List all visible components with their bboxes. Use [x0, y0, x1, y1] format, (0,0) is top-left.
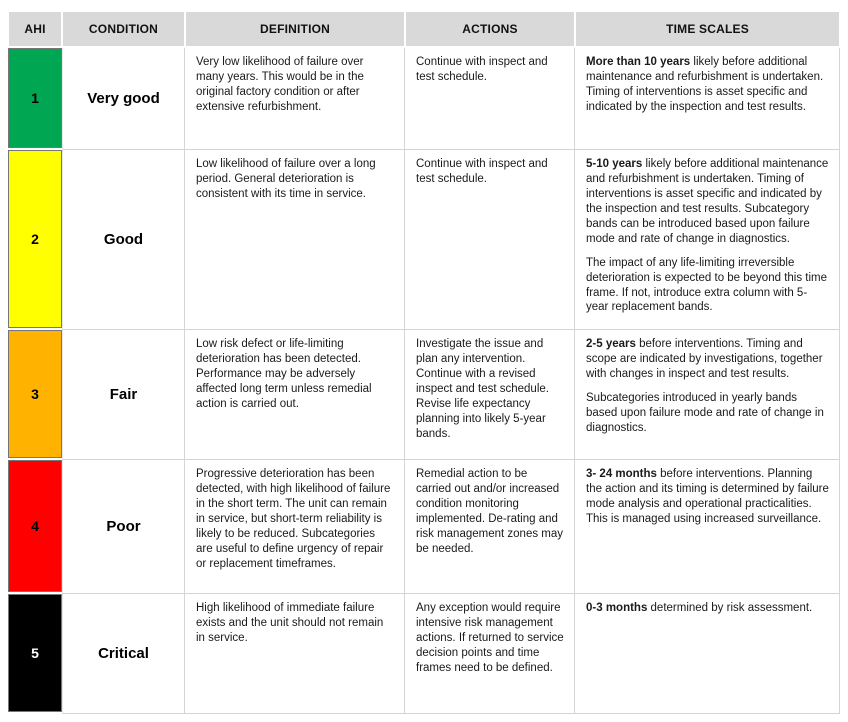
condition-cell-1: Very good: [62, 48, 185, 150]
condition-cell-2: Good: [62, 150, 185, 330]
time-scale-paragraph: [586, 467, 829, 527]
definition-text: Low risk defect or life-limiting deterioration has been detected. Performance may be adversely affected long term unless remedial action is carried out.: [196, 338, 372, 410]
table-row-4-ahi-cell: [8, 460, 62, 594]
time-scale-paragraph: [586, 391, 829, 436]
definition-text: High likelihood of immediate failure exists and the unit should not remain in service.: [196, 602, 384, 644]
time-scale-lead: 2-5 years: [586, 338, 636, 350]
header-cell-time-scales: TIME SCALES: [576, 12, 839, 46]
time-scale-lead: 0-3 months: [586, 602, 648, 614]
condition-cell-3: Fair: [62, 330, 185, 460]
ahi-badge-4: 4: [8, 460, 62, 592]
definition-cell-4: [185, 460, 405, 594]
definition-text: Very low likelihood of failure over many years. This would be in the original factory condition or after extensive refurbishment.: [196, 56, 364, 113]
time-scale-lead: More than 10 years: [586, 56, 691, 68]
time-scale-body: before interventions. Timing and scope are indicated by investigations, together with changes in inspect and test results.: [586, 338, 823, 380]
table-row-5-ahi-cell: [8, 594, 62, 714]
actions-text: Remedial action to be carried out and/or increased condition monitoring implemented. De-rating and risk management zones may be needed.: [416, 468, 564, 555]
ahi-badge-5: 5: [8, 594, 62, 712]
header-cell-ahi: AHI: [9, 12, 61, 46]
condition-cell-4: Poor: [62, 460, 185, 594]
actions-cell-2: [405, 150, 575, 330]
ahi-badge-1: 1: [8, 48, 62, 148]
definition-cell-5: [185, 594, 405, 714]
table-row-1-ahi-cell: [8, 48, 62, 150]
definition-text: Low likelihood of failure over a long period. General deterioration is consistent with its time in service.: [196, 158, 376, 200]
time-scales-cell-5: [575, 594, 840, 714]
time-scale-body: determined by risk assessment.: [647, 602, 813, 614]
table-row-2-ahi-cell: [8, 150, 62, 330]
time-scale-paragraph: [586, 601, 829, 616]
actions-cell-5: [405, 594, 575, 714]
time-scales-cell-3: [575, 330, 840, 460]
header-cell-definition: DEFINITION: [186, 12, 404, 46]
actions-text: Investigate the issue and plan any intervention. Continue with a revised inspect and test schedule. Revise life expectancy planning into likely 5-year bands.: [416, 338, 549, 440]
definition-text: Progressive deterioration has been detected, with high likelihood of failure in the short term. The unit can remain in service, but short-term reliability is likely to be reduced. Subcategories are useful to define urgency of repair or replacement timeframes.: [196, 468, 391, 570]
time-scale-paragraph: [586, 337, 829, 382]
actions-text: Continue with inspect and test schedule.: [416, 158, 548, 185]
time-scale-lead: 5-10 years: [586, 158, 643, 170]
ahi-badge-2: 2: [8, 150, 62, 328]
actions-text: Any exception would require intensive risk management actions. If returned to service decision points and time frames need to be defined.: [416, 602, 564, 674]
time-scales-cell-2: [575, 150, 840, 330]
actions-cell-3: [405, 330, 575, 460]
time-scale-body: likely before additional maintenance and refurbishment is undertaken. Timing of interventions is asset specific and indicated by the inspection and test results.: [586, 56, 824, 113]
time-scales-cell-1: [575, 48, 840, 150]
header-cell-condition: CONDITION: [63, 12, 184, 46]
definition-cell-2: [185, 150, 405, 330]
actions-cell-1: [405, 48, 575, 150]
time-scale-body: The impact of any life-limiting irreversible deterioration is expected to be beyond this time frame. If not, introduce extra column with 5-year replacement bands.: [586, 256, 828, 314]
time-scale-paragraph: [586, 55, 829, 115]
time-scale-lead: 3- 24 months: [586, 468, 657, 480]
actions-text: Continue with inspect and test schedule.: [416, 56, 548, 83]
table-row-3-ahi-cell: [8, 330, 62, 460]
condition-cell-5: Critical: [62, 594, 185, 714]
time-scale-body: before interventions. Planning the action and its timing is determined by failure mode analysis and operational practicalities. This is managed using increased surveillance.: [586, 468, 829, 525]
header-cell-actions: ACTIONS: [406, 12, 574, 46]
time-scale-paragraph: [586, 157, 829, 247]
actions-cell-4: [405, 460, 575, 594]
ahi-table: [8, 12, 840, 714]
time-scale-paragraph: [586, 256, 829, 316]
definition-cell-1: [185, 48, 405, 150]
definition-cell-3: [185, 330, 405, 460]
time-scale-body: Subcategories introduced in yearly bands based upon failure mode and rate of change in diagnostics.: [586, 391, 824, 434]
time-scales-cell-4: [575, 460, 840, 594]
time-scale-body: likely before additional maintenance and refurbishment is undertaken. Timing of interventions is asset specific and indicated by the inspection and test results. Subcategory bands can be introduced based upon failure mode and rate of change in diagnostics.: [586, 158, 829, 245]
ahi-badge-3: 3: [8, 330, 62, 458]
